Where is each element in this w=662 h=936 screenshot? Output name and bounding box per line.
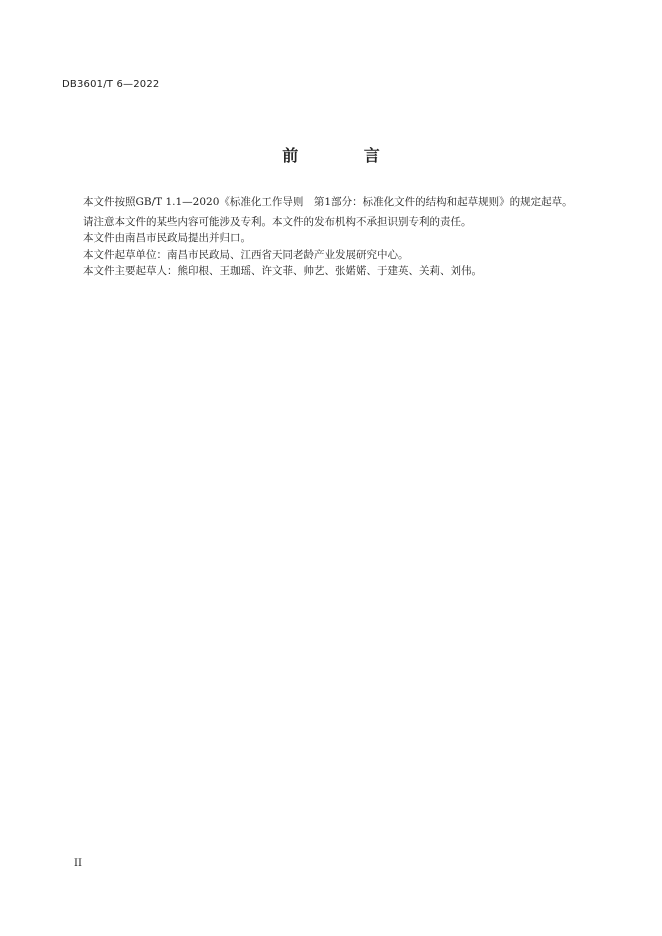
document-code: DB3601/T 6—2022 <box>62 79 160 90</box>
page-number: II <box>74 858 82 869</box>
section-title: 前 言 <box>282 146 410 165</box>
paragraph-drafting-units: 本文件起草单位：南昌市民政局、江西省天同老龄产业发展研究中心。 <box>83 248 409 261</box>
paragraph-patent-notice: 请注意本文件的某些内容可能涉及专利。本文件的发布机构不承担识别专利的责任。 <box>83 215 472 228</box>
paragraph-drafters: 本文件主要起草人：熊印根、王珈瑶、许文菲、帅艺、张婼婼、于建英、关莉、刘伟。 <box>83 265 482 277</box>
foreword-body <box>62 194 600 280</box>
paragraph-proposer: 本文件由南昌市民政局提出并归口。 <box>83 232 251 244</box>
paragraph-drafting-basis: 本文件按照GB/T 1.1—2020《标准化工作导则 第1部分：标准化文件的结构和起草规则》的规定起草。 <box>83 196 573 208</box>
